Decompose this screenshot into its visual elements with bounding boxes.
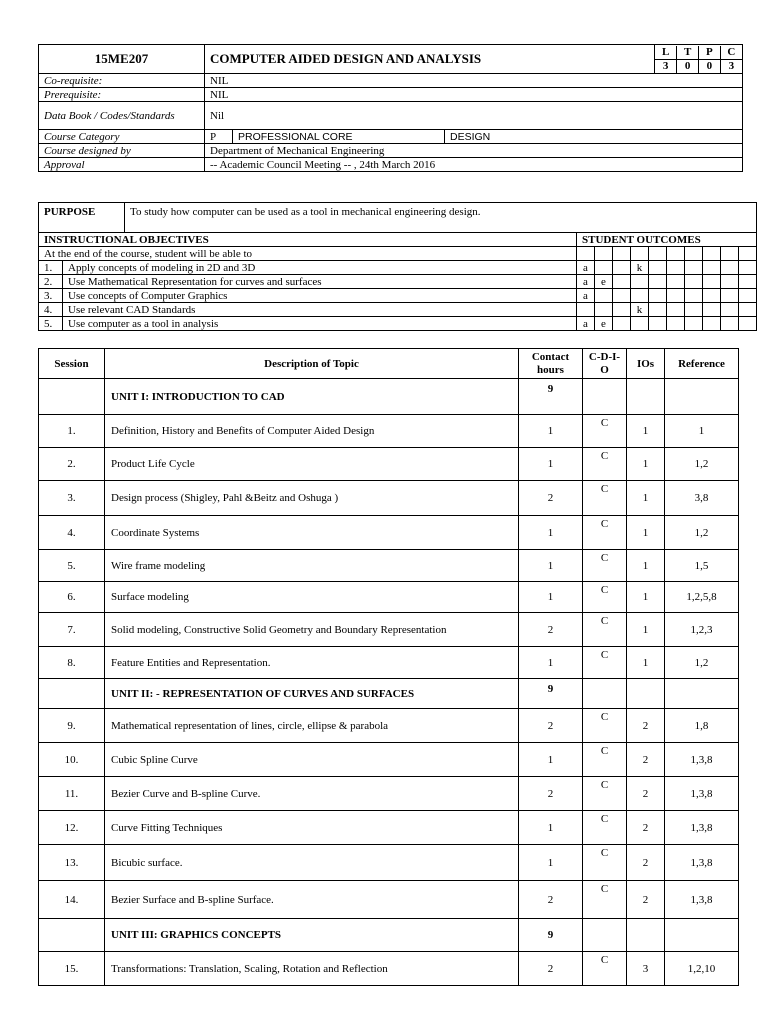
session-hours: 2: [519, 777, 583, 811]
session-reference: 1,2: [665, 516, 739, 550]
header-cdio: C-D-I-O: [583, 349, 627, 379]
session-ios: 2: [627, 811, 665, 845]
session-cdio: C: [600, 883, 609, 895]
session-cdio: C: [600, 954, 609, 966]
header-ios: IOs: [627, 349, 665, 379]
outcome-a: a: [577, 317, 595, 331]
session-hours: 1: [519, 415, 583, 448]
outcome-e: [595, 289, 613, 303]
session-cdio: C: [600, 779, 609, 791]
session-topic: Mathematical representation of lines, circle, ellipse & parabola: [105, 709, 519, 743]
so-heading: STUDENT OUTCOMES: [577, 233, 757, 247]
objective-text: Apply concepts of modeling in 2D and 3D: [63, 261, 577, 275]
sessions-header-row: [39, 349, 739, 379]
session-topic: Transformations: Translation, Scaling, Rotation and Reflection: [105, 952, 519, 986]
session-ios: 1: [627, 516, 665, 550]
purpose-text: To study how computer can be used as a tool in mechanical engineering design.: [125, 203, 757, 233]
session-reference: 1,3,8: [665, 743, 739, 777]
session-hours: 1: [519, 743, 583, 777]
session-cdio: C: [600, 615, 609, 627]
session-cdio: C: [600, 745, 609, 757]
session-topic: Bezier Curve and B-spline Curve.: [105, 777, 519, 811]
outcome-e: e: [595, 317, 613, 331]
session-reference: 1,8: [665, 709, 739, 743]
outcome-e: [595, 261, 613, 275]
unit-hours: 9: [547, 383, 554, 395]
objective-text: Use Mathematical Representation for curves and surfaces: [63, 275, 577, 289]
corequisite-value: NIL: [205, 74, 743, 88]
ltpc-label-p: P: [699, 46, 721, 60]
session-topic: Surface modeling: [105, 582, 519, 613]
objective-number: 3.: [39, 289, 63, 303]
approval-label: Approval: [39, 158, 205, 172]
outcome-e: [595, 303, 613, 317]
header-session: Session: [39, 349, 105, 379]
session-cdio: C: [600, 813, 609, 825]
session-ios: 1: [627, 550, 665, 582]
objective-row: [39, 275, 757, 289]
session-reference: 1,3,8: [665, 845, 739, 881]
session-number: 12.: [39, 811, 105, 845]
session-reference: 3,8: [665, 481, 739, 516]
session-row: [39, 550, 739, 582]
unit-row: [39, 379, 739, 415]
unit-title: UNIT II: - REPRESENTATION OF CURVES AND SURFACES: [105, 679, 519, 709]
session-number: 3.: [39, 481, 105, 516]
ltpc-label-l: L: [655, 46, 677, 60]
session-cdio: C: [600, 417, 609, 429]
header-contact-hours: Contact hours: [519, 349, 583, 379]
session-ios: 2: [627, 709, 665, 743]
io-heading: INSTRUCTIONAL OBJECTIVES: [39, 233, 577, 247]
session-number: 7.: [39, 613, 105, 647]
session-hours: 2: [519, 881, 583, 919]
session-cdio: C: [600, 483, 609, 495]
session-topic: Solid modeling, Constructive Solid Geometry and Boundary Representation: [105, 613, 519, 647]
session-row: [39, 448, 739, 481]
outcome-k: k: [631, 303, 649, 317]
designed-by-label: Course designed by: [39, 144, 205, 158]
session-cdio: C: [600, 649, 609, 661]
ltpc-label-c: C: [720, 46, 742, 60]
unit-title: UNIT I: INTRODUCTION TO CAD: [105, 379, 519, 415]
session-topic: Bicubic surface.: [105, 845, 519, 881]
objective-number: 5.: [39, 317, 63, 331]
session-ios: 2: [627, 777, 665, 811]
session-ios: 2: [627, 743, 665, 777]
prerequisite-value: NIL: [205, 88, 743, 102]
ltpc-cell: [655, 45, 743, 74]
ltpc-value-c: 3: [728, 60, 735, 72]
session-row: [39, 582, 739, 613]
session-hours: 2: [519, 952, 583, 986]
outcome-a: a: [577, 275, 595, 289]
category-label: Course Category: [39, 130, 205, 144]
session-topic: Feature Entities and Representation.: [105, 647, 519, 679]
outcome-k: [631, 289, 649, 303]
category-type: DESIGN: [445, 130, 743, 144]
session-number: 5.: [39, 550, 105, 582]
session-hours: 1: [519, 811, 583, 845]
session-row: [39, 647, 739, 679]
session-row: [39, 952, 739, 986]
session-number: 1.: [39, 415, 105, 448]
outcome-e: e: [595, 275, 613, 289]
session-row: [39, 481, 739, 516]
objective-row: [39, 317, 757, 331]
session-ios: 1: [627, 481, 665, 516]
session-hours: 1: [519, 550, 583, 582]
category-name: PROFESSIONAL CORE: [233, 130, 445, 144]
objective-text: Use concepts of Computer Graphics: [63, 289, 577, 303]
session-topic: Coordinate Systems: [105, 516, 519, 550]
session-row: [39, 777, 739, 811]
session-cdio: C: [600, 552, 609, 564]
session-topic: Design process (Shigley, Pahl &Beitz and Oshuga ): [105, 481, 519, 516]
objective-row: [39, 303, 757, 317]
session-topic: Bezier Surface and B-spline Surface.: [105, 881, 519, 919]
session-hours: 2: [519, 613, 583, 647]
session-reference: 1,3,8: [665, 777, 739, 811]
ltpc-label-t: T: [677, 46, 699, 60]
session-reference: 1,2: [665, 647, 739, 679]
corequisite-label: Co-requisite:: [39, 74, 205, 88]
objective-text: Use computer as a tool in analysis: [63, 317, 577, 331]
session-cdio: C: [600, 450, 609, 462]
session-topic: Wire frame modeling: [105, 550, 519, 582]
purpose-label: PURPOSE: [39, 203, 125, 233]
session-hours: 1: [519, 845, 583, 881]
session-hours: 1: [519, 647, 583, 679]
session-number: 4.: [39, 516, 105, 550]
session-row: [39, 881, 739, 919]
session-reference: 1,2,3: [665, 613, 739, 647]
session-number: 15.: [39, 952, 105, 986]
session-hours: 1: [519, 448, 583, 481]
objectives-intro: At the end of the course, student will be able to: [39, 247, 577, 261]
session-hours: 1: [519, 582, 583, 613]
objective-number: 4.: [39, 303, 63, 317]
unit-row: [39, 919, 739, 952]
header-description: Description of Topic: [105, 349, 519, 379]
course-title: COMPUTER AIDED DESIGN AND ANALYSIS: [205, 45, 655, 74]
session-row: [39, 415, 739, 448]
session-reference: 1,2: [665, 448, 739, 481]
objective-number: 2.: [39, 275, 63, 289]
designed-by-value: Department of Mechanical Engineering: [205, 144, 743, 158]
session-number: 6.: [39, 582, 105, 613]
unit-hours: 9: [547, 683, 554, 695]
header-reference: Reference: [665, 349, 739, 379]
objective-row: [39, 289, 757, 303]
session-row: [39, 516, 739, 550]
session-ios: 1: [627, 448, 665, 481]
session-reference: 1,3,8: [665, 811, 739, 845]
course-code: 15ME207: [39, 45, 205, 74]
unit-row: [39, 679, 739, 709]
ltpc-value-l: 3: [655, 59, 677, 73]
session-number: 11.: [39, 777, 105, 811]
session-ios: 1: [627, 613, 665, 647]
category-code: P: [205, 130, 233, 144]
databook-value: Nil: [205, 102, 743, 130]
session-number: 14.: [39, 881, 105, 919]
session-topic: Product Life Cycle: [105, 448, 519, 481]
session-cdio: C: [600, 518, 609, 530]
session-reference: 1,2,10: [665, 952, 739, 986]
session-topic: Definition, History and Benefits of Computer Aided Design: [105, 415, 519, 448]
session-number: 2.: [39, 448, 105, 481]
unit-hours: 9: [519, 919, 583, 952]
course-header-table: [38, 44, 743, 172]
session-row: [39, 845, 739, 881]
ltpc-value-p: 0: [699, 59, 721, 73]
session-number: 10.: [39, 743, 105, 777]
session-cdio: C: [600, 584, 609, 596]
unit-title: UNIT III: GRAPHICS CONCEPTS: [105, 919, 519, 952]
session-hours: 2: [519, 709, 583, 743]
approval-value: -- Academic Council Meeting -- , 24th March 2016: [205, 158, 743, 172]
session-ios: 1: [627, 415, 665, 448]
session-ios: 2: [627, 845, 665, 881]
session-ios: 1: [627, 647, 665, 679]
session-reference: 1,5: [665, 550, 739, 582]
session-row: [39, 613, 739, 647]
session-topic: Curve Fitting Techniques: [105, 811, 519, 845]
session-row: [39, 709, 739, 743]
session-ios: 2: [627, 881, 665, 919]
ltpc-value-t: 0: [677, 59, 699, 73]
session-reference: 1: [665, 415, 739, 448]
outcome-k: [631, 317, 649, 331]
session-cdio: C: [600, 847, 609, 859]
outcome-a: [577, 303, 595, 317]
objectives-table: [38, 202, 757, 331]
session-row: [39, 811, 739, 845]
session-number: 9.: [39, 709, 105, 743]
outcome-a: a: [577, 289, 595, 303]
session-hours: 1: [519, 516, 583, 550]
session-cdio: C: [600, 711, 609, 723]
outcome-k: [631, 275, 649, 289]
session-hours: 2: [519, 481, 583, 516]
outcome-a: a: [577, 261, 595, 275]
session-topic: Cubic Spline Curve: [105, 743, 519, 777]
session-ios: 1: [627, 582, 665, 613]
databook-label: Data Book / Codes/Standards: [39, 102, 205, 130]
sessions-table: [38, 348, 739, 986]
outcome-k: k: [631, 261, 649, 275]
objective-row: [39, 261, 757, 275]
session-number: 8.: [39, 647, 105, 679]
session-row: [39, 743, 739, 777]
session-number: 13.: [39, 845, 105, 881]
session-reference: 1,2,5,8: [665, 582, 739, 613]
objective-text: Use relevant CAD Standards: [63, 303, 577, 317]
session-reference: 1,3,8: [665, 881, 739, 919]
objective-number: 1.: [39, 261, 63, 275]
session-ios: 3: [627, 952, 665, 986]
prerequisite-label: Prerequisite:: [39, 88, 205, 102]
